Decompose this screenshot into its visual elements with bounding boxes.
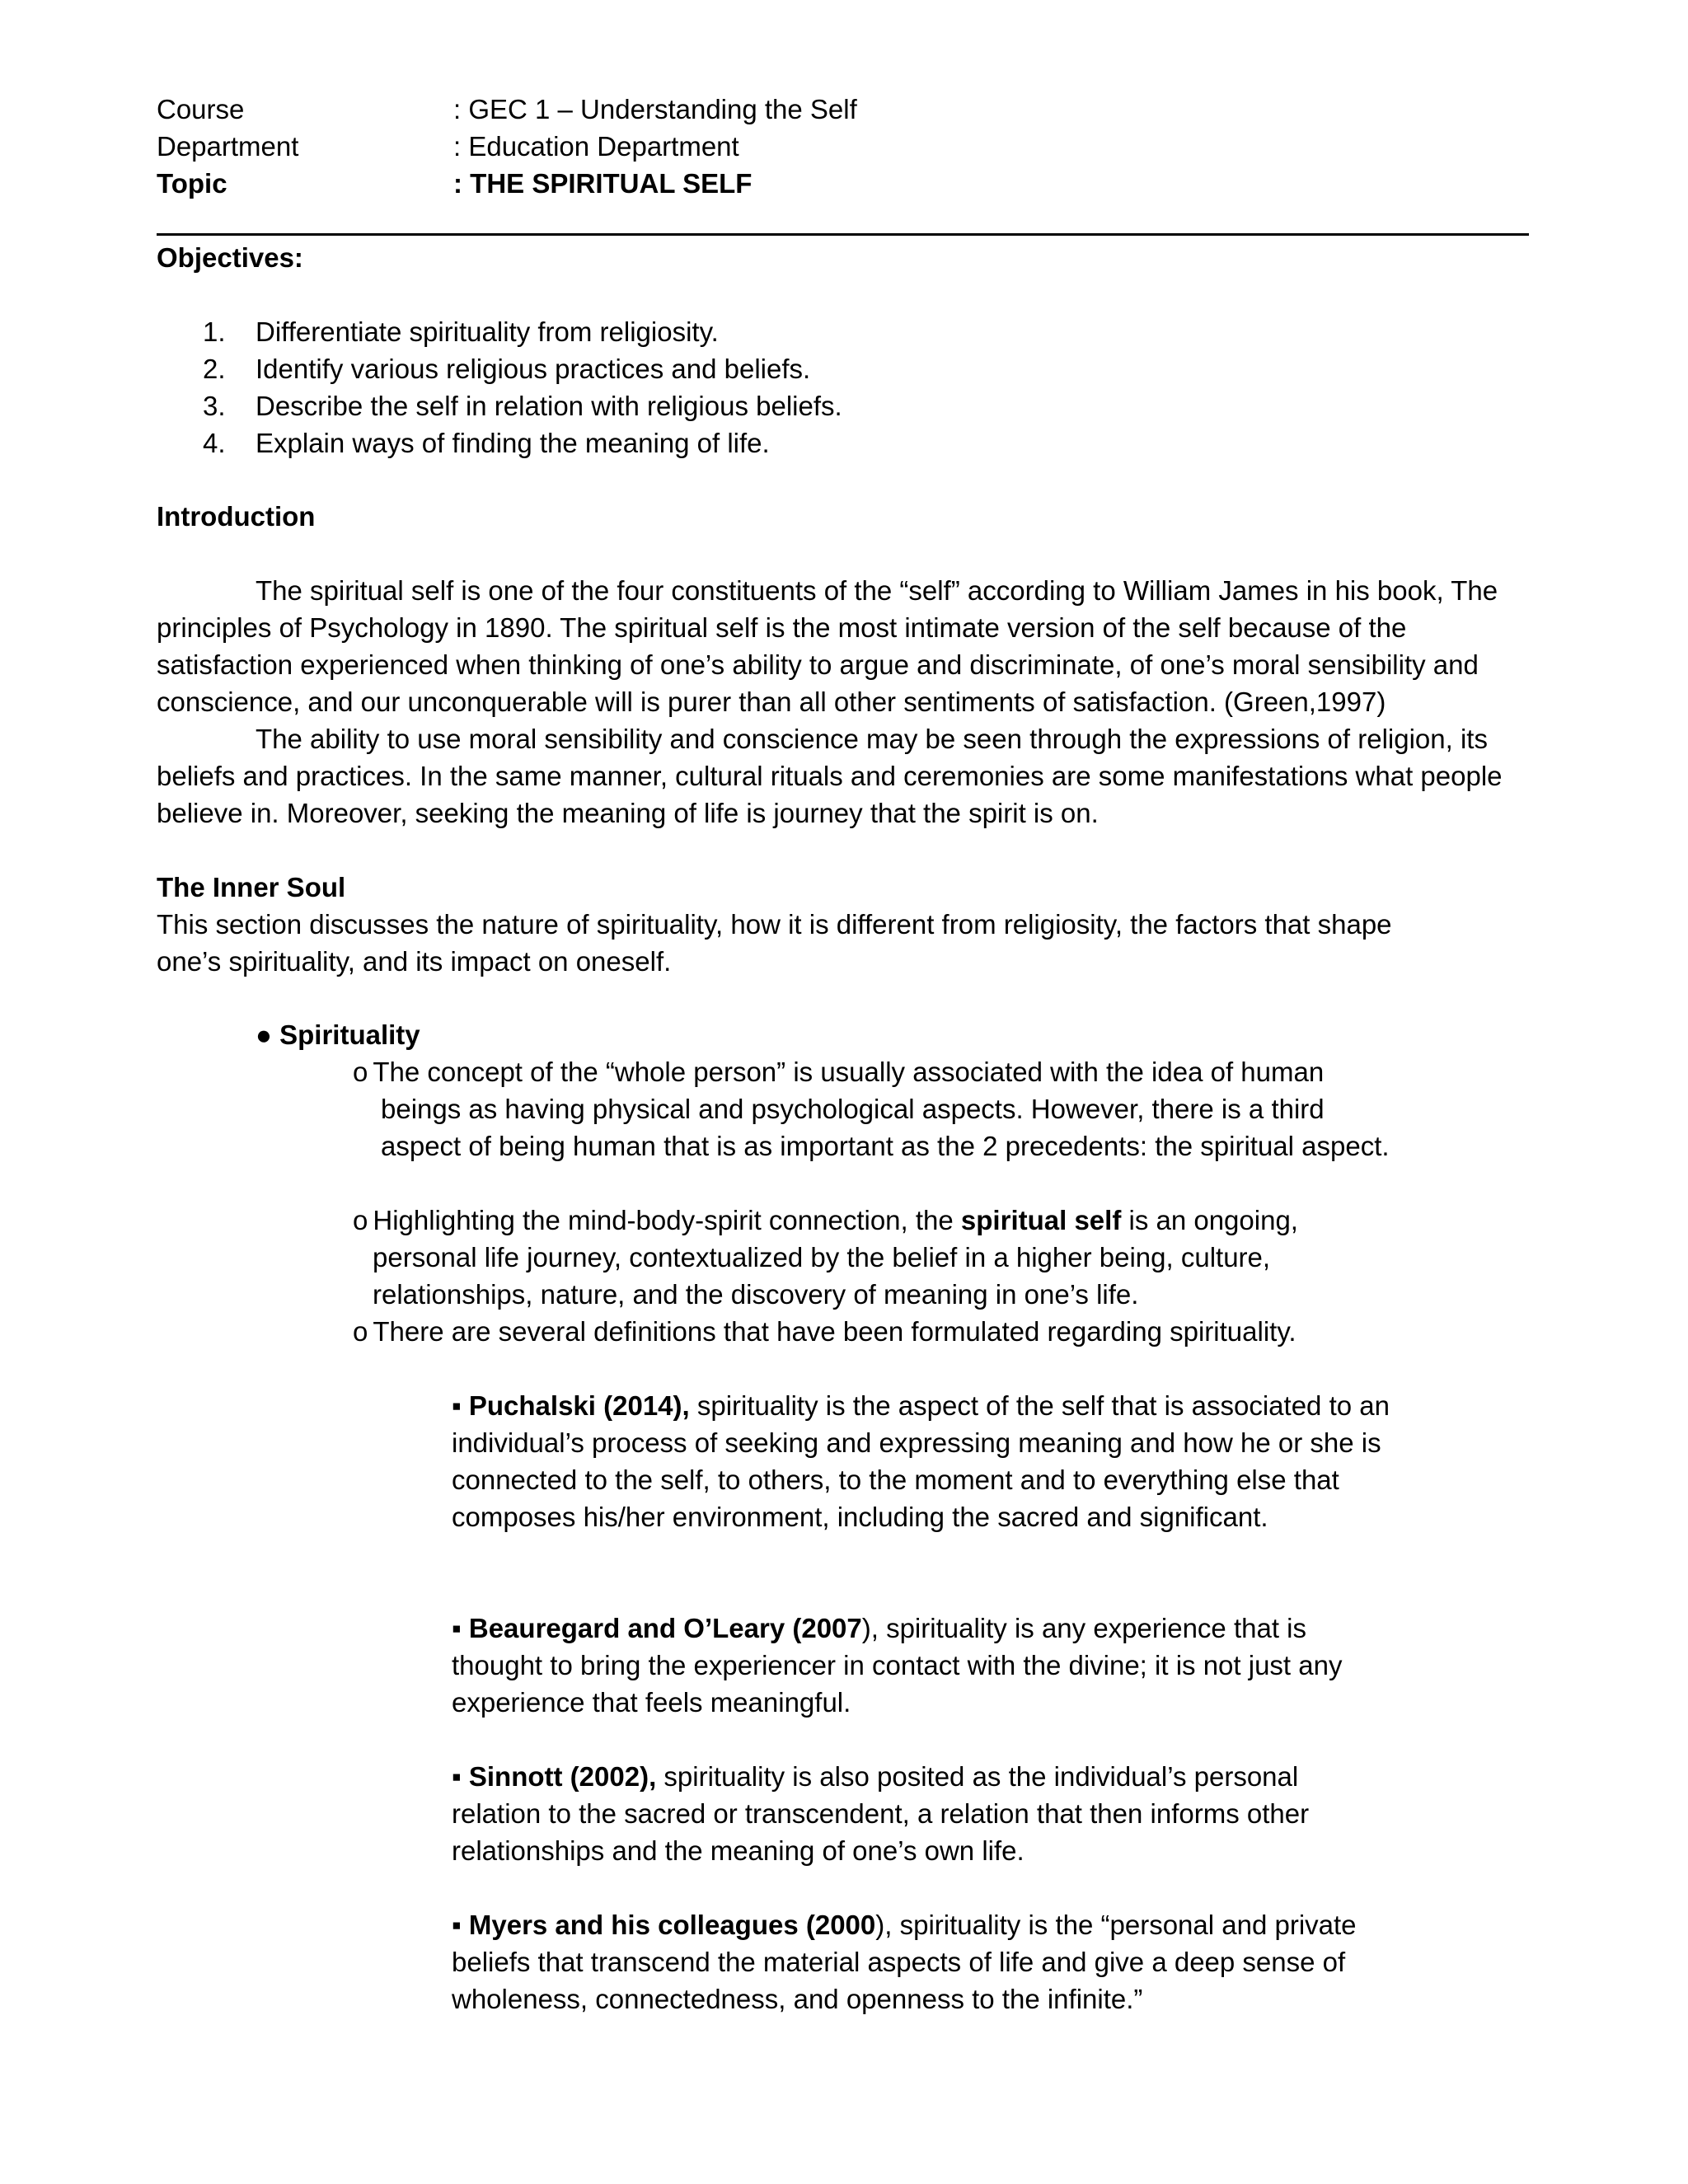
inner-soul-heading: The Inner Soul bbox=[157, 872, 346, 902]
objective-number: 3. bbox=[203, 391, 226, 421]
subitem-text: The concept of the “whole person” is usually associated with the idea of human beings as having physical and psychological aspects. However, there is a third aspect of being human that is as important as the 2 precedents: the spiritual aspect. bbox=[373, 1057, 1390, 1161]
definition-puchalski bbox=[452, 1387, 1391, 1535]
header-divider bbox=[157, 233, 1529, 236]
square-bullet-icon: ▪ bbox=[452, 1761, 462, 1792]
square-bullet-icon: ▪ bbox=[452, 1613, 462, 1643]
circle-bullet-icon: o bbox=[353, 1057, 368, 1087]
spirituality-bullet bbox=[256, 1016, 420, 1053]
department-value: : Education Department bbox=[453, 131, 739, 162]
definition-author: Beauregard and O’Leary (2007 bbox=[468, 1613, 862, 1643]
circle-bullet-icon: o bbox=[353, 1205, 368, 1235]
definition-text: spirituality is also posited as the individual’s personal relation to the sacred or transcendent, a relation that then informs other relationships and the meaning of one’s own life. bbox=[452, 1761, 1310, 1866]
course-label: Course bbox=[157, 94, 245, 124]
department-label: Department bbox=[157, 131, 299, 162]
subitem-text-before: Highlighting the mind-body-spirit connection, the bbox=[373, 1205, 961, 1235]
definition-myers bbox=[452, 1906, 1391, 2018]
spiritual-self-term: spiritual self bbox=[960, 1205, 1122, 1235]
objective-text: Describe the self in relation with religious beliefs. bbox=[256, 391, 842, 421]
square-bullet-icon: ▪ bbox=[452, 1910, 462, 1940]
bullet-dot-icon: ● bbox=[256, 1019, 272, 1050]
course-value: : GEC 1 – Understanding the Self bbox=[453, 94, 857, 124]
square-bullet-icon: ▪ bbox=[452, 1390, 462, 1421]
spirituality-label: Spirituality bbox=[279, 1019, 420, 1050]
circle-bullet-icon: o bbox=[353, 1316, 368, 1347]
introduction-paragraph-2: The ability to use moral sensibility and conscience may be seen through the expressions of religion, its beliefs and practices. In the same manner, cultural rituals and ceremonies are some manifestations what people believe in. Moreover, seeking the meaning of life is journey that the spirit is on. bbox=[157, 724, 1503, 828]
definition-author: Puchalski (2014), bbox=[468, 1390, 690, 1421]
definition-text: ), spirituality is any experience that is thought to bring the experiencer in contact with the divine; it is not just any experience that feels meaningful. bbox=[452, 1613, 1343, 1718]
definition-text: spirituality is the aspect of the self that is associated to an individual’s process of seeking and expressing meaning and how he or she is connected to the self, to others, to the moment and to everything else that composes his/her environment, including the sacred and significant. bbox=[452, 1390, 1390, 1532]
objective-number: 2. bbox=[203, 354, 226, 384]
definition-text: ), spirituality is the “personal and private beliefs that transcend the material aspects of life and give a deep sense of wholeness, connectedness, and openness to the infinite.” bbox=[452, 1910, 1357, 2014]
header-course-row bbox=[157, 91, 1558, 128]
definition-author: Myers and his colleagues (2000 bbox=[468, 1910, 876, 1940]
introduction-heading: Introduction bbox=[157, 501, 316, 532]
spirituality-subitem-3 bbox=[353, 1313, 1424, 1350]
objective-number: 4. bbox=[203, 428, 226, 458]
introduction-paragraph-1: The spiritual self is one of the four constituents of the “self” according to William James in his book, The principles of Psychology in 1890. The spiritual self is the most intimate version of the self because of the satisfaction experienced when thinking of one’s ability to argue and discriminate, of one’s moral sensibility and conscience, and our unconquerable will is purer than all other sentiments of satisfaction. (Green,1997) bbox=[157, 575, 1498, 717]
spirituality-subitem-1 bbox=[353, 1053, 1403, 1165]
objective-text: Differentiate spirituality from religiosity. bbox=[256, 316, 719, 347]
definition-author: Sinnott (2002), bbox=[468, 1761, 657, 1792]
objectives-heading: Objectives: bbox=[157, 242, 303, 273]
topic-label: Topic bbox=[157, 168, 227, 199]
topic-value: : THE SPIRITUAL SELF bbox=[453, 168, 753, 199]
objective-number: 1. bbox=[203, 316, 226, 347]
definition-beauregard bbox=[452, 1610, 1391, 1721]
inner-soul-intro: This section discusses the nature of spirituality, how it is different from religiosity, the factors that shape one’s spirituality, and its impact on oneself. bbox=[157, 909, 1392, 977]
objective-text: Explain ways of finding the meaning of life. bbox=[256, 428, 770, 458]
definition-sinnott bbox=[452, 1758, 1391, 1869]
spirituality-subitem-2 bbox=[353, 1202, 1395, 1313]
subitem-text: There are several definitions that have been formulated regarding spirituality. bbox=[373, 1316, 1296, 1347]
objective-text: Identify various religious practices and beliefs. bbox=[256, 354, 811, 384]
header-topic-row bbox=[157, 165, 1558, 202]
subitem-text-after: is an ongoing, personal life journey, contextualized by the belief in a higher being, culture, relationships, nature, and the discovery of meaning in one’s life. bbox=[373, 1205, 1298, 1310]
header-department-row bbox=[157, 128, 1558, 165]
